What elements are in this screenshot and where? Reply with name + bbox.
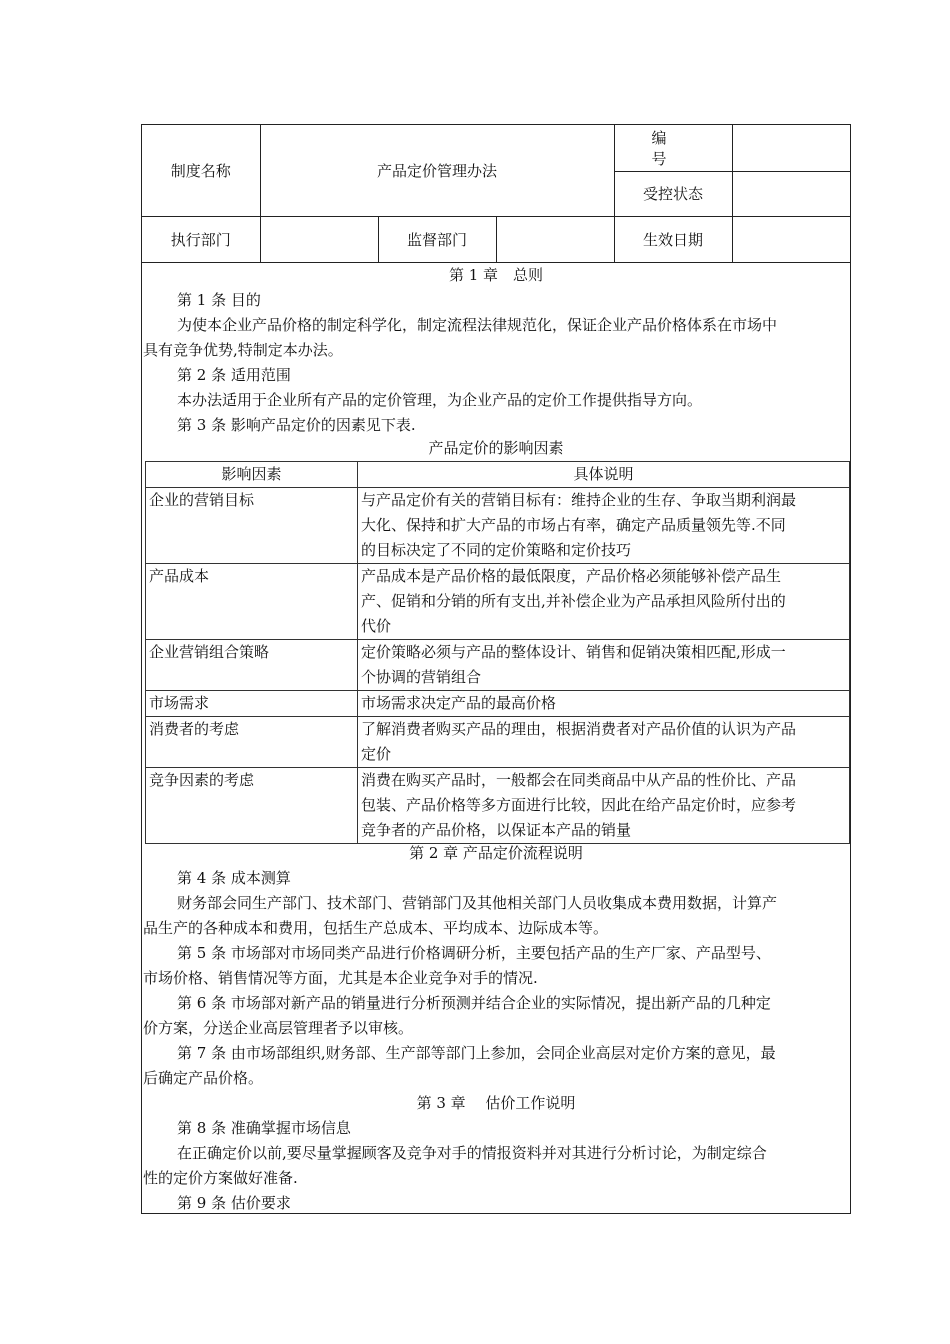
article2-text-line1: 本办法适用于企业所有产品的定价管理，为企业产品的定价工作提供指导方向。 xyxy=(177,390,703,409)
article9-title: 第 9 条 估价要求 xyxy=(177,1193,291,1212)
article8-text-line1: 在正确定价以前,要尽量掌握顾客及竞争对手的情报资料并对其进行分析讨论，为制定综合 xyxy=(177,1143,767,1162)
article6-text-line2: 价方案，分送企业高层管理者予以审核。 xyxy=(143,1018,414,1037)
supervise-dept-value xyxy=(496,216,614,262)
factor-cell: 企业营销组合策略 xyxy=(146,639,358,690)
effective-date-value xyxy=(732,216,850,262)
table-row xyxy=(146,767,850,843)
description-cell: 消费在购买产品时，一般都会在同类商品中从产品的性价比、产品 包装、产品价格等多方面进行比较，因此在给产品定价时，应参考 竞争者的产品价格，以保证本产品的销量 xyxy=(358,767,850,843)
chapter3-title: 第 3 章 估价工作说明 xyxy=(416,1093,576,1112)
table-row xyxy=(146,563,850,639)
policy-name-value: 产品定价管理办法 xyxy=(260,125,614,216)
factor-cell: 企业的营销目标 xyxy=(146,487,358,563)
table-row xyxy=(146,639,850,690)
factor-table-header-description: 具体说明 xyxy=(358,461,850,487)
effective-date-label: 生效日期 xyxy=(614,216,732,262)
factor-cell: 消费者的考虑 xyxy=(146,716,358,767)
article4-text-line2: 品生产的各种成本和费用，包括生产总成本、平均成本、边际成本等。 xyxy=(143,918,609,937)
article3-title: 第 3 条 影响产品定价的因素见下表. xyxy=(177,415,416,434)
table-row xyxy=(146,487,850,563)
description-cell: 产品成本是产品价格的最低限度，产品价格必须能够补偿产品生 产、促销和分销的所有支出,并补偿企业为产品承担风险所付出的 代价 xyxy=(358,563,850,639)
article8-title: 第 8 条 准确掌握市场信息 xyxy=(177,1118,351,1137)
chapter1-title: 第 1 章 总则 xyxy=(448,265,544,284)
article7-text-line2: 后确定产品价格。 xyxy=(143,1068,264,1087)
article8-text-line2: 性的定价方案做好准备. xyxy=(143,1168,298,1187)
control-status-value xyxy=(732,171,850,216)
article1-text-line1: 为使本企业产品价格的制定科学化，制定流程法律规范化，保证企业产品价格体系在市场中 xyxy=(177,315,778,334)
exec-dept-label: 执行部门 xyxy=(142,216,260,262)
control-status-label: 受控状态 xyxy=(614,171,732,216)
article1-title: 第 1 条 目的 xyxy=(177,290,261,309)
header-table xyxy=(142,125,850,263)
supervise-dept-label: 监督部门 xyxy=(378,216,496,262)
description-cell: 定价策略必须与产品的整体设计、销售和促销决策相匹配,形成一 个协调的营销组合 xyxy=(358,639,850,690)
article4-title: 第 4 条 成本测算 xyxy=(177,868,291,887)
article1-text-line2: 具有竞争优势,特制定本办法。 xyxy=(143,340,343,359)
description-cell: 市场需求决定产品的最高价格 xyxy=(358,690,850,716)
policy-name-label: 制度名称 xyxy=(142,125,260,216)
chapter2-title: 第 2 章 产品定价流程说明 xyxy=(409,843,583,862)
article7-text-line1: 第 7 条 由市场部组织,财务部、生产部等部门上参加，会同企业高层对定价方案的意见，最 xyxy=(177,1043,776,1062)
description-cell: 与产品定价有关的营销目标有：维持企业的生存、争取当期利润最 大化、保持和扩大产品的市场占有率，确定产品质量领先等.不同 的目标决定了不同的定价策略和定价技巧 xyxy=(358,487,850,563)
article6-text-line1: 第 6 条 市场部对新产品的销量进行分析预测并结合企业的实际情况，提出新产品的几种定 xyxy=(177,993,771,1012)
description-cell: 了解消费者购买产品的理由，根据消费者对产品价值的认识为产品 定价 xyxy=(358,716,850,767)
article2-title: 第 2 条 适用范围 xyxy=(177,365,291,384)
article5-text-line2: 市场价格、销售情况等方面，尤其是本企业竞争对手的情况. xyxy=(143,968,538,987)
table-row xyxy=(146,690,850,716)
factor-table xyxy=(145,461,850,844)
factor-table-caption: 产品定价的影响因素 xyxy=(428,438,564,457)
factor-table-header-factor: 影响因素 xyxy=(146,461,358,487)
factor-cell: 产品成本 xyxy=(146,563,358,639)
article4-text-line1: 财务部会同生产部门、技术部门、营销部门及其他相关部门人员收集成本费用数据，计算产 xyxy=(177,893,778,912)
factor-cell: 市场需求 xyxy=(146,690,358,716)
article5-text-line1: 第 5 条 市场部对市场同类产品进行价格调研分析，主要包括产品的生产厂家、产品型号、 xyxy=(177,943,771,962)
number-label: 编 号 xyxy=(614,125,732,171)
number-value xyxy=(732,125,850,171)
policy-document xyxy=(141,124,851,1214)
table-row xyxy=(146,716,850,767)
factor-cell: 竞争因素的考虑 xyxy=(146,767,358,843)
exec-dept-value xyxy=(260,216,378,262)
